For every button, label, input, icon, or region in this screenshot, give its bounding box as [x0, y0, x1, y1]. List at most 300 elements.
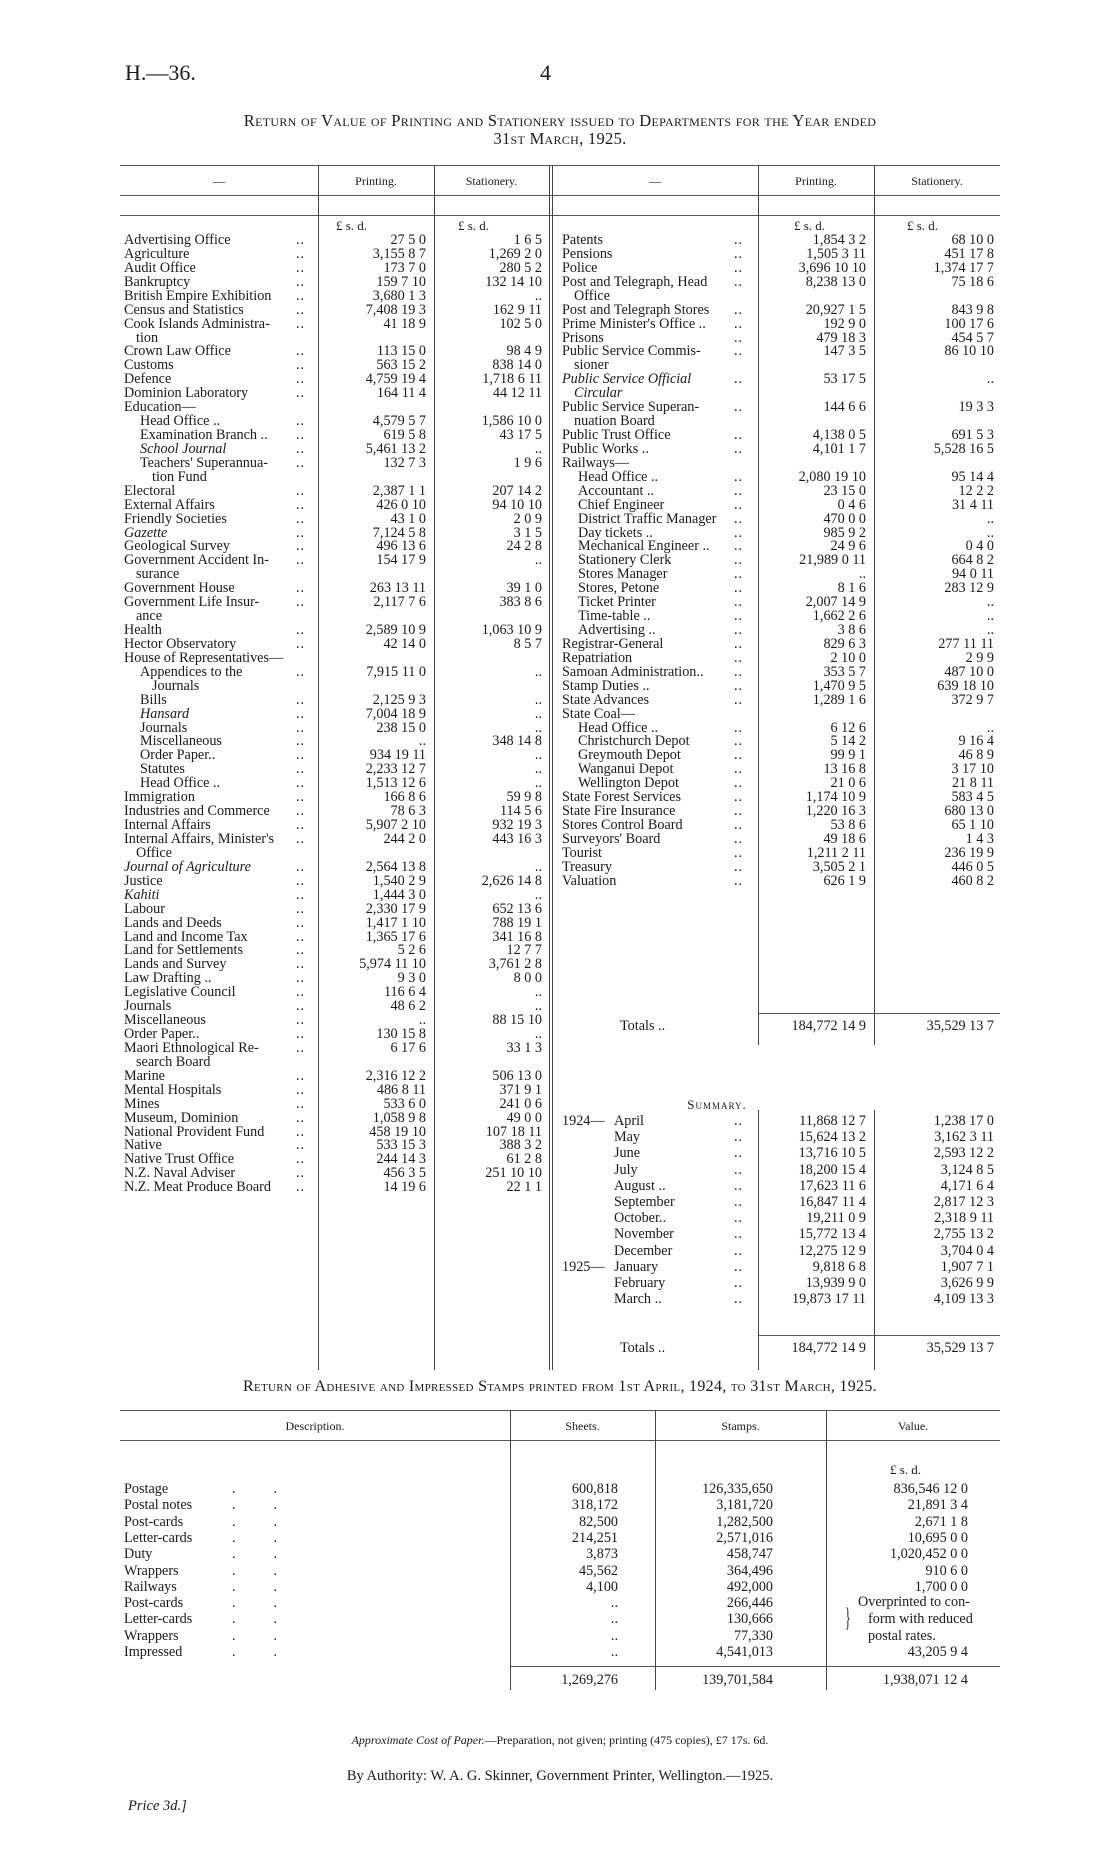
- stamp-description: Letter-cards: [124, 1611, 193, 1628]
- stamp-count: 1,282,500: [716, 1513, 773, 1530]
- paper-cost-note: [120, 1733, 1000, 1748]
- row-leader-dots: ..: [296, 1151, 306, 1168]
- row-label: Public Service Superan-: [562, 399, 700, 416]
- row-leader-dots: ..: [734, 677, 744, 694]
- row-printing-value: 1,505 3 11: [806, 245, 866, 262]
- row-printing-value: 353 5 7: [823, 663, 866, 680]
- row-label: Examination Branch ..: [140, 427, 268, 444]
- summary-leader-dots: ..: [734, 1258, 744, 1275]
- stamp-description: Duty: [124, 1546, 153, 1563]
- row-leader-dots: ..: [296, 482, 306, 499]
- row-stationery-value: ..: [534, 761, 542, 778]
- row-label: tion: [136, 329, 159, 346]
- row-label: Law Drafting ..: [124, 970, 212, 987]
- row-leader-dots: ..: [296, 970, 306, 987]
- row-label: Health: [124, 622, 162, 639]
- stamp-leader-dots: ..: [232, 1562, 316, 1579]
- row-stationery-value: 446 0 5: [951, 858, 994, 875]
- stamp-leader-dots: ..: [232, 1529, 316, 1546]
- row-label: Miscellaneous: [140, 733, 222, 750]
- row-label: Friendly Societies: [124, 510, 227, 527]
- row-label: Native: [124, 1137, 162, 1154]
- row-label: Geological Survey: [124, 538, 230, 555]
- summary-year: 1924—: [562, 1113, 605, 1129]
- summary-totals-printing: 184,772 14 9: [791, 1340, 866, 1356]
- row-stationery-value: 59 9 8: [506, 789, 542, 806]
- row-printing-value: 42 14 0: [383, 635, 426, 652]
- stamp-count: 2,571,016: [716, 1529, 773, 1546]
- row-label: Railways—: [562, 454, 629, 471]
- row-label: British Empire Exhibition: [124, 287, 272, 304]
- row-label: Land and Income Tax: [124, 928, 248, 945]
- row-printing-value: 2,316 12 2: [365, 1067, 426, 1084]
- row-leader-dots: ..: [296, 733, 306, 750]
- row-printing-value: 5,461 13 2: [365, 440, 426, 457]
- row-label: Journals: [152, 677, 200, 694]
- row-printing-value: 0 4 6: [837, 496, 866, 513]
- row-label: Internal Affairs: [124, 817, 211, 834]
- row-label: Stamp Duties ..: [562, 677, 650, 694]
- summary-printing-value: 19,873 17 11: [792, 1291, 866, 1308]
- row-leader-dots: ..: [296, 803, 306, 820]
- row-leader-dots: ..: [296, 956, 306, 973]
- row-printing-value: 2,125 9 3: [372, 691, 426, 708]
- row-stationery-value: 132 14 10: [485, 273, 542, 290]
- row-leader-dots: ..: [734, 761, 744, 778]
- summary-leader-dots: ..: [734, 1291, 744, 1308]
- row-stationery-value: 2 9 9: [965, 649, 994, 666]
- stamp-count: 130,666: [726, 1611, 773, 1628]
- row-printing-value: 132 7 3: [383, 454, 426, 471]
- totals-stationery: 35,529 13 7: [926, 1018, 994, 1034]
- row-label: District Traffic Manager: [578, 510, 717, 527]
- row-leader-dots: ..: [296, 622, 306, 639]
- row-printing-value: 458 19 10: [369, 1123, 426, 1140]
- totals-label: Totals ..: [620, 1018, 666, 1034]
- row-label: Government Life Insur-: [124, 594, 260, 611]
- row-label: Industries and Commerce: [124, 803, 270, 820]
- summary-stationery-value: 4,171 6 4: [940, 1177, 994, 1194]
- row-label: Census and Statistics: [124, 301, 244, 318]
- row-label: Stores, Petone: [578, 580, 660, 597]
- row-leader-dots: ..: [734, 552, 744, 569]
- stamp-value: 836,546 12 0: [893, 1481, 968, 1497]
- row-label: Immigration: [124, 789, 195, 806]
- row-label: Office: [574, 287, 610, 304]
- row-printing-value: 1,365 17 6: [365, 928, 426, 945]
- row-label: State Coal—: [562, 705, 635, 722]
- row-leader-dots: ..: [296, 858, 306, 875]
- stamp-leader-dots: ..: [232, 1627, 316, 1644]
- row-leader-dots: ..: [296, 1012, 306, 1029]
- row-stationery-value: ..: [534, 287, 542, 304]
- row-stationery-value: 98 4 9: [506, 343, 542, 360]
- row-printing-value: 2,330 17 9: [365, 900, 426, 917]
- stamp-sheets: 3,873: [586, 1546, 618, 1563]
- row-stationery-value: 1,586 10 0: [481, 413, 542, 430]
- stamp-description: Postage: [124, 1481, 169, 1497]
- summary-month: August ..: [614, 1177, 666, 1194]
- row-leader-dots: ..: [296, 942, 306, 959]
- row-printing-value: 7,004 18 9: [365, 705, 426, 722]
- row-label: Dominion Laboratory: [124, 385, 249, 402]
- row-stationery-value: 95 14 4: [951, 468, 994, 485]
- summary-month: July: [614, 1161, 638, 1178]
- row-printing-value: 5,907 2 10: [365, 817, 426, 834]
- stamp-value: 10,695 0 0: [907, 1529, 968, 1546]
- row-stationery-value: 114 5 6: [499, 803, 542, 820]
- stamp-value: 43,205 9 4: [907, 1644, 968, 1660]
- row-printing-value: 1,211 2 11: [806, 844, 866, 861]
- row-printing-value: 21,989 0 11: [799, 552, 866, 569]
- stamp-count: 266,446: [726, 1595, 773, 1612]
- stamp-leader-dots: ..: [232, 1644, 316, 1660]
- row-stationery-value: 44 12 11: [492, 385, 542, 402]
- row-printing-value: 2,117 7 6: [373, 594, 426, 611]
- overprinted-note-3: postal rates.: [868, 1628, 936, 1644]
- row-stationery-value: 86 10 10: [944, 343, 994, 360]
- row-stationery-value: 251 10 10: [485, 1165, 542, 1182]
- row-stationery-value: 94 10 10: [492, 496, 542, 513]
- row-stationery-value: ..: [534, 747, 542, 764]
- row-label: Maori Ethnological Re-: [124, 1039, 259, 1056]
- row-stationery-value: 61 2 8: [506, 1151, 542, 1168]
- row-leader-dots: ..: [734, 803, 744, 820]
- row-stationery-value: 583 4 5: [951, 789, 994, 806]
- row-leader-dots: ..: [296, 315, 306, 332]
- row-printing-value: 1,854 3 2: [812, 232, 866, 248]
- row-printing-value: 533 6 0: [383, 1095, 426, 1112]
- row-leader-dots: ..: [296, 914, 306, 931]
- summary-leader-dots: ..: [734, 1275, 744, 1291]
- row-label: Marine: [124, 1067, 165, 1084]
- row-stationery-value: 1 4 3: [965, 830, 994, 847]
- stamp-description: Post-cards: [124, 1513, 184, 1530]
- row-printing-value: 53 8 6: [830, 817, 866, 834]
- row-label: Justice: [124, 872, 163, 889]
- row-printing-value: 7,124 5 8: [372, 524, 426, 541]
- row-leader-dots: ..: [734, 371, 744, 388]
- row-label: Prime Minister's Office ..: [562, 315, 706, 332]
- summary-printing-value: 12,275 12 9: [798, 1242, 866, 1259]
- row-leader-dots: ..: [734, 427, 744, 444]
- stamp-leader-dots: ..: [232, 1481, 316, 1497]
- summary-stationery-value: 3,626 9 9: [940, 1275, 994, 1291]
- row-stationery-value: ..: [534, 775, 542, 792]
- row-stationery-value: ..: [986, 622, 994, 639]
- row-stationery-value: 371 9 1: [499, 1081, 542, 1098]
- row-leader-dots: ..: [296, 1165, 306, 1182]
- row-leader-dots: ..: [734, 510, 744, 527]
- row-leader-dots: ..: [296, 454, 306, 471]
- row-printing-value: 263 13 11: [369, 580, 426, 597]
- stamp-sheets: 45,562: [578, 1562, 618, 1579]
- summary-printing-value: 11,868 12 7: [799, 1113, 866, 1129]
- row-label: Ticket Printer: [578, 594, 656, 611]
- row-printing-value: 2,564 13 8: [365, 858, 426, 875]
- row-leader-dots: ..: [734, 663, 744, 680]
- stamp-value: 1,020,452 0 0: [889, 1546, 968, 1563]
- row-stationery-value: 383 8 6: [499, 594, 542, 611]
- row-leader-dots: ..: [296, 789, 306, 806]
- row-label: School Journal: [140, 440, 227, 457]
- summary-month: April: [614, 1113, 644, 1129]
- row-stationery-value: 39 1 0: [506, 580, 542, 597]
- row-printing-value: 6 12 6: [830, 719, 866, 736]
- row-leader-dots: ..: [296, 1039, 306, 1056]
- row-stationery-value: 1 6 5: [513, 232, 542, 248]
- row-printing-value: 426 0 10: [376, 496, 426, 513]
- row-leader-dots: ..: [296, 510, 306, 527]
- row-stationery-value: 0 4 0: [965, 538, 994, 555]
- row-label: Defence: [124, 371, 172, 388]
- row-leader-dots: ..: [734, 482, 744, 499]
- row-leader-dots: ..: [734, 273, 744, 290]
- row-leader-dots: ..: [296, 259, 306, 276]
- stamp-sheets: 214,251: [571, 1529, 618, 1546]
- right-printing-units: £ s. d.: [794, 218, 826, 233]
- row-stationery-value: 43 17 5: [499, 427, 542, 444]
- row-stationery-value: 100 17 6: [944, 315, 994, 332]
- summary-month: October..: [614, 1210, 667, 1227]
- row-label: search Board: [136, 1053, 211, 1070]
- brace: }: [845, 1603, 851, 1632]
- row-printing-value: 4,579 5 7: [372, 413, 426, 430]
- stamps-total-sheets: 1,269,276: [561, 1672, 618, 1688]
- row-label: Head Office ..: [140, 775, 221, 792]
- row-leader-dots: ..: [296, 817, 306, 834]
- row-stationery-value: 652 13 6: [492, 900, 542, 917]
- right-printing-header: Printing.: [795, 174, 837, 188]
- row-label: Advertising ..: [578, 622, 656, 639]
- row-printing-value: 8,238 13 0: [805, 273, 866, 290]
- stamp-description: Impressed: [124, 1644, 183, 1660]
- row-label: Order Paper..: [140, 747, 216, 764]
- row-printing-value: 1,540 2 9: [372, 872, 426, 889]
- row-printing-value: 5,974 11 10: [359, 956, 426, 973]
- row-printing-value: 164 11 4: [376, 385, 426, 402]
- row-printing-value: 5 2 6: [397, 942, 426, 959]
- row-stationery-value: ..: [534, 998, 542, 1015]
- row-label: Day tickets ..: [578, 524, 653, 541]
- row-leader-dots: ..: [296, 413, 306, 430]
- row-stationery-value: 454 5 7: [951, 329, 994, 346]
- row-printing-value: 1,417 1 10: [365, 914, 426, 931]
- row-label: Appendices to the: [140, 663, 243, 680]
- row-label: Crown Law Office: [124, 343, 231, 360]
- row-leader-dots: ..: [296, 357, 306, 374]
- summary-printing-value: 15,624 13 2: [798, 1129, 866, 1146]
- left-stationery-header: Stationery.: [465, 174, 518, 188]
- row-printing-value: 2,007 14 9: [805, 594, 866, 611]
- row-label: Journals: [140, 719, 188, 736]
- row-printing-value: 99 9 1: [830, 747, 866, 764]
- row-leader-dots: ..: [296, 1067, 306, 1084]
- row-label: Internal Affairs, Minister's: [124, 830, 275, 847]
- row-label: External Affairs: [124, 496, 215, 513]
- summary-printing-value: 19,211 0 9: [806, 1210, 866, 1227]
- row-stationery-value: 33 1 3: [506, 1039, 542, 1056]
- row-label: Legislative Council: [124, 984, 236, 1001]
- row-label: Public Service Official: [562, 371, 692, 388]
- stamp-sheets: ..: [610, 1644, 618, 1660]
- row-stationery-value: 5,528 16 5: [933, 440, 994, 457]
- row-printing-value: 49 18 6: [823, 830, 866, 847]
- stamp-description: Postal notes: [124, 1497, 193, 1514]
- row-printing-value: 934 19 11: [369, 747, 426, 764]
- row-label: nuation Board: [574, 413, 655, 430]
- stamp-description: Wrappers: [124, 1627, 179, 1644]
- row-label: House of Representatives—: [124, 649, 284, 666]
- row-stationery-value: 12 7 7: [506, 942, 542, 959]
- row-printing-value: 2,080 19 10: [798, 468, 866, 485]
- row-leader-dots: ..: [296, 775, 306, 792]
- right-stationery-units: £ s. d.: [907, 218, 939, 233]
- row-leader-dots: ..: [296, 301, 306, 318]
- row-printing-value: 48 6 2: [390, 998, 426, 1015]
- row-label: Audit Office: [124, 259, 196, 276]
- row-label: Native Trust Office: [124, 1151, 235, 1168]
- row-label: Greymouth Depot: [578, 747, 681, 764]
- row-stationery-value: ..: [534, 440, 542, 457]
- row-printing-value: 130 15 8: [376, 1026, 426, 1042]
- stamp-description: Wrappers: [124, 1562, 179, 1579]
- row-stationery-value: 8 5 7: [513, 635, 542, 652]
- row-label: Post and Telegraph, Head: [562, 273, 708, 290]
- row-stationery-value: ..: [534, 705, 542, 722]
- overprinted-note-1: Overprinted to con-: [858, 1594, 970, 1610]
- row-label: Samoan Administration..: [562, 663, 704, 680]
- summary-leader-dots: ..: [734, 1194, 744, 1210]
- row-stationery-value: 280 5 2: [499, 259, 542, 276]
- row-leader-dots: ..: [296, 705, 306, 722]
- stamps-stamps-header: Stamps.: [721, 1419, 760, 1433]
- row-leader-dots: ..: [734, 844, 744, 861]
- row-stationery-value: 3 17 10: [951, 761, 994, 778]
- row-label: Agriculture: [124, 245, 190, 262]
- row-printing-value: 41 18 9: [383, 315, 426, 332]
- row-stationery-value: 487 10 0: [944, 663, 994, 680]
- row-leader-dots: ..: [296, 1095, 306, 1112]
- row-printing-value: 2,387 1 1: [372, 482, 426, 499]
- row-stationery-value: 680 13 0: [944, 803, 994, 820]
- row-label: sioner: [574, 357, 609, 374]
- summary-month: February: [614, 1275, 666, 1291]
- row-label: Advertising Office: [124, 232, 231, 248]
- summary-stationery-value: 1,238 17 0: [933, 1113, 994, 1129]
- stamps-title: Return of Adhesive and Impressed Stamps printed from 1st April, 1924, to 31st March, 1925.: [243, 1378, 877, 1395]
- row-leader-dots: ..: [296, 1109, 306, 1126]
- stamp-count: 4,541,013: [716, 1644, 773, 1660]
- row-stationery-value: 1,063 10 9: [481, 622, 542, 639]
- summary-stationery-value: 3,162 3 11: [934, 1129, 994, 1146]
- row-stationery-value: 843 9 8: [951, 301, 994, 318]
- row-printing-value: 7,408 19 3: [365, 301, 426, 318]
- row-leader-dots: ..: [734, 538, 744, 555]
- row-printing-value: 159 7 10: [376, 273, 426, 290]
- row-label: Education—: [124, 399, 196, 416]
- row-leader-dots: ..: [734, 259, 744, 276]
- row-printing-value: 1,174 10 9: [805, 789, 866, 806]
- summary-totals-stationery: 35,529 13 7: [926, 1340, 994, 1356]
- summary-leader-dots: ..: [734, 1242, 744, 1259]
- row-leader-dots: ..: [296, 886, 306, 903]
- row-label: Accountant ..: [578, 482, 655, 499]
- summary-stationery-value: 1,907 7 1: [940, 1258, 994, 1275]
- stamp-sheets: 318,172: [571, 1497, 618, 1514]
- row-leader-dots: ..: [296, 635, 306, 652]
- stamp-sheets: ..: [610, 1611, 618, 1628]
- row-leader-dots: ..: [296, 1123, 306, 1140]
- stamp-count: 126,335,650: [702, 1481, 773, 1497]
- row-stationery-value: ..: [534, 858, 542, 875]
- row-label: Treasury: [562, 858, 612, 875]
- summary-stationery-value: 2,755 13 2: [933, 1226, 994, 1243]
- row-label: Stationery Clerk: [578, 552, 672, 569]
- row-label: Public Trust Office: [562, 427, 671, 444]
- row-label: Hector Observatory: [124, 635, 237, 652]
- row-stationery-value: ..: [534, 552, 542, 569]
- row-printing-value: 1,513 12 6: [365, 775, 426, 792]
- row-label: Order Paper..: [124, 1026, 200, 1042]
- stamp-value: 910 6 0: [925, 1562, 968, 1579]
- row-leader-dots: ..: [296, 900, 306, 917]
- summary-year: 1925—: [562, 1258, 605, 1275]
- row-label: Police: [562, 259, 598, 276]
- row-stationery-value: ..: [986, 510, 994, 527]
- left-stationery-units: £ s. d.: [458, 218, 490, 233]
- row-printing-value: 1,662 2 6: [812, 608, 866, 625]
- row-stationery-value: 31 4 11: [951, 496, 994, 513]
- row-leader-dots: ..: [296, 747, 306, 764]
- stamps-total-stamps: 139,701,584: [702, 1672, 773, 1688]
- stamp-count: 3,181,720: [716, 1497, 773, 1514]
- row-leader-dots: ..: [296, 371, 306, 388]
- row-printing-value: ..: [858, 566, 866, 583]
- row-leader-dots: ..: [296, 594, 306, 611]
- row-leader-dots: ..: [734, 747, 744, 764]
- row-label: Bankruptcy: [124, 273, 191, 290]
- stamp-sheets: 4,100: [586, 1578, 618, 1595]
- row-leader-dots: ..: [296, 287, 306, 304]
- summary-printing-value: 18,200 15 4: [798, 1161, 866, 1178]
- row-label: Office: [136, 844, 172, 861]
- row-leader-dots: ..: [734, 858, 744, 875]
- row-printing-value: 192 9 0: [823, 315, 866, 332]
- row-stationery-value: ..: [986, 608, 994, 625]
- summary-stationery-value: 4,109 13 3: [933, 1291, 994, 1308]
- row-leader-dots: ..: [734, 343, 744, 360]
- row-leader-dots: ..: [296, 663, 306, 680]
- row-stationery-value: 1,718 6 11: [482, 371, 542, 388]
- summary-stationery-value: 3,124 8 5: [940, 1161, 994, 1178]
- row-leader-dots: ..: [296, 719, 306, 736]
- summary-stationery-value: 2,318 9 11: [934, 1210, 994, 1227]
- row-label: Labour: [124, 900, 165, 917]
- row-printing-value: 3,696 10 10: [798, 259, 866, 276]
- row-label: surance: [136, 566, 180, 583]
- stamp-sheets: ..: [610, 1627, 618, 1644]
- stamp-value: 2,671 1 8: [914, 1513, 968, 1530]
- row-label: N.Z. Meat Produce Board: [124, 1179, 271, 1196]
- row-stationery-value: ..: [534, 719, 542, 736]
- row-leader-dots: ..: [734, 649, 744, 666]
- stamp-value: 1,700 0 0: [914, 1578, 968, 1595]
- summary-printing-value: 13,939 9 0: [805, 1275, 866, 1291]
- row-label: Tourist: [562, 844, 602, 861]
- row-label: Registrar-General: [562, 635, 664, 652]
- row-printing-value: 6 17 6: [390, 1039, 426, 1056]
